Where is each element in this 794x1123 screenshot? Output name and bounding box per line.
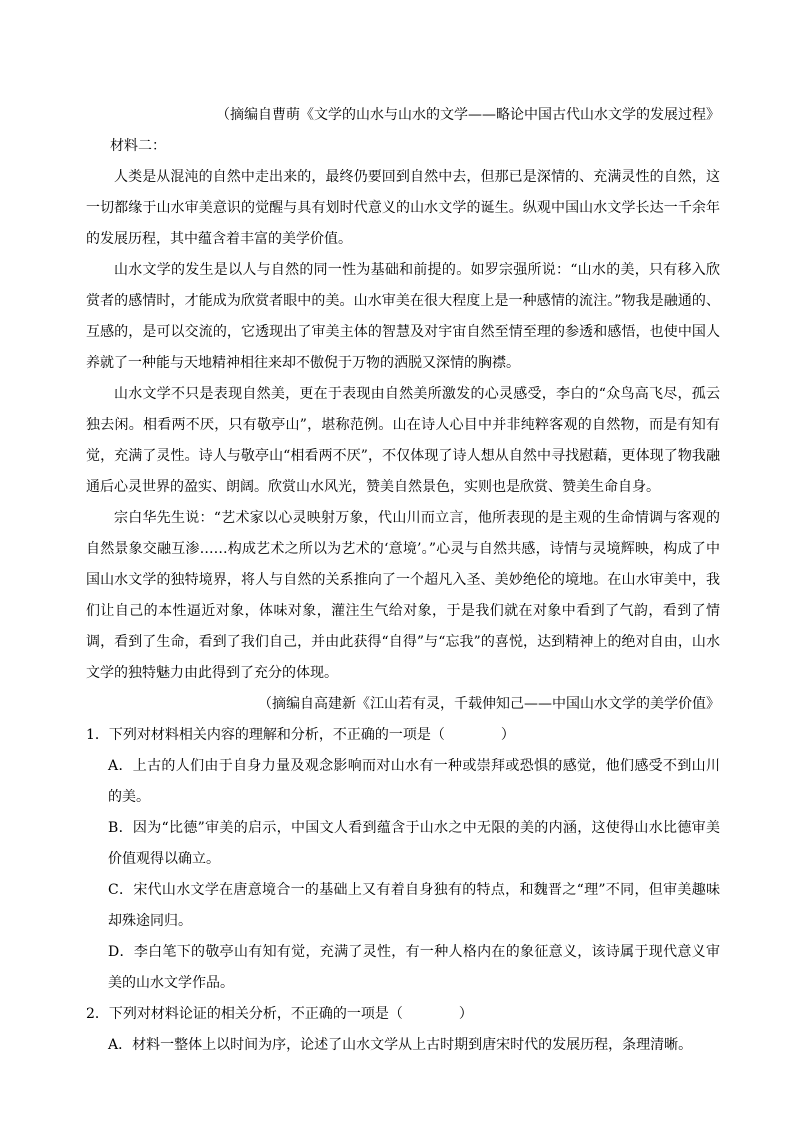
question-2-option-a: A．材料一整体上以时间为序，论述了山水文学从上古时期到唐宋时代的发展历程，条理清晰。 — [108, 1037, 693, 1053]
question-1-option-c: C．宋代山水文学在唐意境合一的基础上又有着自身独有的特点，和魏晋之“理”不同，但审美趣味却殊途同归。 — [108, 882, 720, 929]
source-citation-1: （摘编自曹萌《文学的山水与山水的文学——略论中国古代山水文学的发展过程》 — [216, 107, 720, 123]
question-1-text: 1．下列对材料相关内容的理解和分析，不正确的一项是（ — [86, 727, 445, 743]
question-2-stem — [86, 999, 720, 1030]
question-1-stem — [86, 720, 720, 751]
document-body — [86, 100, 720, 1061]
question-2-text: 2．下列对材料论证的相关分析，不正确的一项是（ — [86, 1006, 403, 1022]
question-1-option-d: D．李白笔下的敬亭山有知有觉，充满了灵性，有一种人格内在的象征意义，该诗属于现代意义审美的山水文学作品。 — [108, 944, 720, 991]
source-citation-2: （摘编自高建新《江山若有灵，千载伸知己——中国山水文学的美学价值》 — [258, 696, 720, 712]
material-two-label: 材料二： — [110, 138, 166, 154]
paragraph-1: 人类是从混沌的自然中走出来的，最终仍要回到自然中去，但那已是深情的、充满灵性的自然，这一切都缘于山水审美意识的觉醒与具有划时代意义的山水文学的诞生。纵观中国山水文学长达一千余年的发展历程，其中蕴含着丰富的美学价值。 — [86, 169, 720, 247]
question-2-close: ） — [458, 1006, 473, 1022]
question-1-close: ） — [500, 727, 515, 743]
paragraph-2: 山水文学的发生是以人与自然的同一性为基础和前提的。如罗宗强所说：“山水的美，只有移入欣赏者的感情时，才能成为欣赏者眼中的美。山水审美在很大程度上是一种感情的流注。”物我是融通的、互感的，是可以交流的，它透现出了审美主体的智慧及对宇宙自然至情至理的参透和感悟，也使中国人养就了一种能与天地精神相往来却不傲倪于万物的洒脱又深情的胸襟。 — [86, 262, 720, 371]
paragraph-4: 宗白华先生说：“艺术家以心灵映射万象，代山川而立言，他所表现的是主观的生命情调与客观的自然景象交融互渗……构成艺术之所以为艺术的‘意境’。”心灵与自然共感，诗情与灵境辉映，构成了中国山水文学的独特境界，将人与自然的关系推向了一个超凡入圣、美妙绝伦的境地。在山水审美中，我们让自己的本性逼近对象，体味对象，灌注生气给对象，于是我们就在对象中看到了气韵，看到了情调，看到了生命，看到了我们自己，并由此获得“自得”与“忘我”的喜悦，达到精神上的绝对自由，山水文学的独特魅力由此得到了充分的体现。 — [86, 510, 720, 681]
question-1-option-b: B．因为“比德”审美的启示，中国文人看到蕴含于山水之中无限的美的内涵，这使得山水比德审美价值观得以确立。 — [108, 820, 720, 867]
paragraph-3: 山水文学不只是表现自然美，更在于表现由自然美所激发的心灵感受，李白的“众鸟高飞尽，孤云独去闲。相看两不厌，只有敬亭山”，堪称范例。山在诗人心目中并非纯粹客观的自然物，而是有知有觉，充满了灵性。诗人与敬亭山“相看两不厌”，不仅体现了诗人想从自然中寻找慰藉，更体现了物我融通后心灵世界的盈实、朗阔。欣赏山水风光，赞美自然景色，实则也是欣赏、赞美生命自身。 — [86, 386, 720, 495]
question-1-option-a: A．上古的人们由于自身力量及观念影响而对山水有一种或崇拜或恐惧的感觉，他们感受不到山川的美。 — [108, 758, 720, 805]
